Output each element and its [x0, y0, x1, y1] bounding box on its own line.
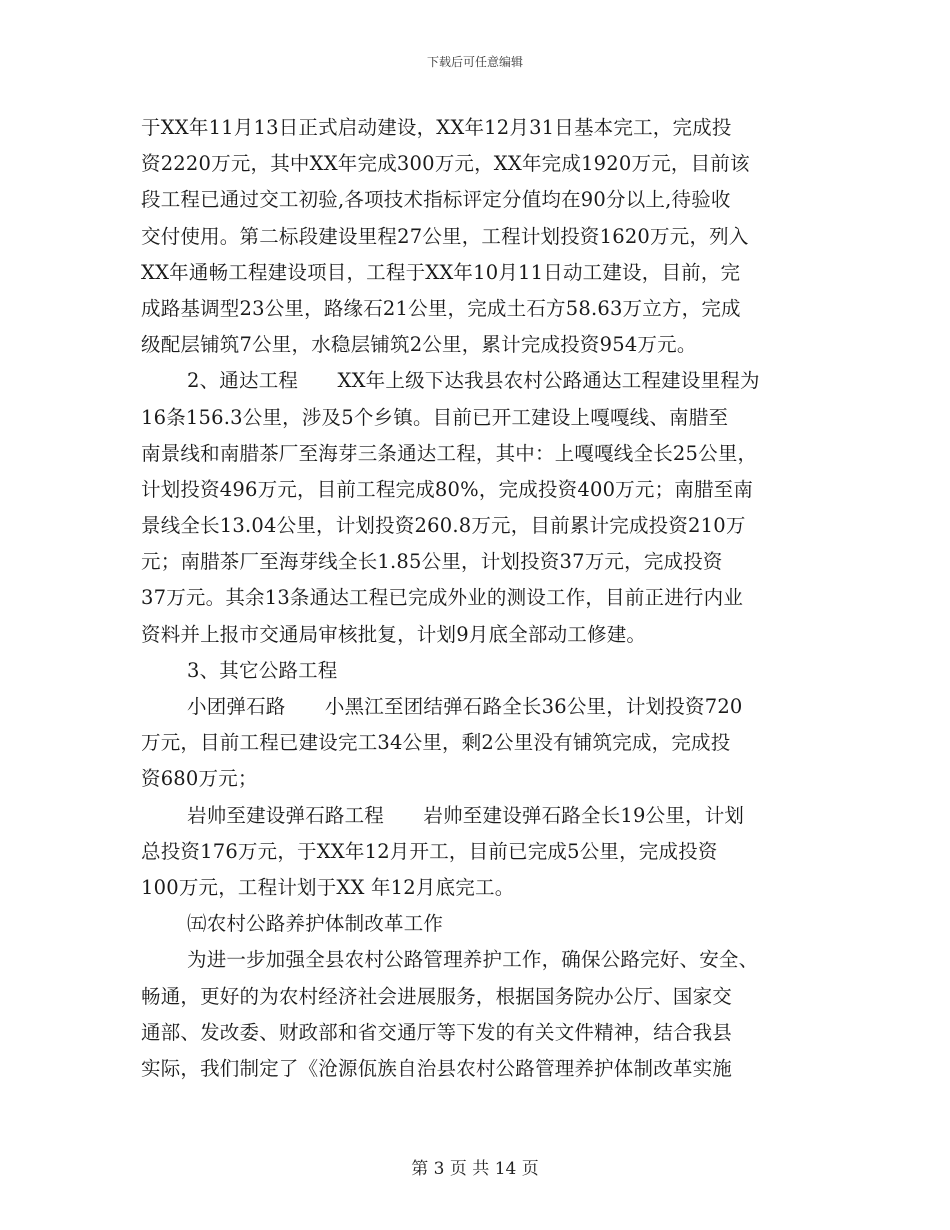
body-line: 南景线和南腊茶厂至海芽三条通达工程，其中：上嘎嘎线全长25公里，: [141, 441, 758, 465]
body-line: 级配层铺筑7公里，水稳层铺筑2公里，累计完成投资954万元。: [141, 333, 697, 357]
body-line: 总投资176万元，于XX年12月开工，目前已完成5公里，完成投资: [141, 839, 718, 863]
body-line: 资料并上报市交通局审核批复，计划9月底全部动工修建。: [141, 622, 647, 646]
body-line: 于XX年11月13日正式启动建设，XX年12月31日基本完工，完成投: [141, 116, 732, 139]
body-line: 100万元，工程计划于XX 年12月底完工。: [141, 875, 515, 899]
page-header: 下载后可任意编辑: [426, 55, 523, 69]
body-line: 小团弹石路 小黑江至团结弹石路全长36公里，计划投资720: [187, 695, 743, 718]
body-line: 万元，目前工程已建设完工34公里，剩2公里没有铺筑完成，完成投: [141, 731, 731, 755]
body-line: 景线全长13.04公里，计划投资260.8万元，目前累计完成投资210万: [141, 514, 746, 538]
body-line: 交付使用。第二标段建设里程27公里，工程计划投资1620万元，列入: [141, 224, 749, 248]
body-line: XX年通畅工程建设项目，工程于XX年10月11日动工建设，目前，完: [141, 260, 741, 284]
body-line: 资680万元；: [141, 767, 258, 791]
body-line: 资2220万元，其中XX年完成300万元，XX年完成1920万元，目前该: [141, 152, 750, 176]
body-line: 37万元。其余13条通达工程已完成外业的测设工作，目前正进行内业: [141, 586, 744, 610]
body-line: 为进一步加强全县农村公路管理养护工作，确保公路完好、安全、: [187, 948, 759, 972]
body-line: ㈤农村公路养护体制改革工作: [187, 912, 444, 936]
body-line: 3、其它公路工程: [187, 658, 338, 682]
body-line: 岩帅至建设弹石路工程 岩帅至建设弹石路全长19公里，计划: [187, 803, 745, 827]
body-line: 2、通达工程 XX年上级下达我县农村公路通达工程建设里程为: [187, 369, 760, 393]
body-line: 通部、发改委、财政部和省交通厅等下发的有关文件精神，结合我县: [141, 1020, 733, 1044]
body-line: 计划投资496万元，目前工程完成80%，完成投资400万元；南腊至南: [141, 477, 754, 501]
body-line: 畅通，更好的为农村经济社会进展服务，根据国务院办公厅、国家交: [141, 984, 733, 1008]
body-line: 元；南腊茶厂至海芽线全长1.85公里，计划投资37万元，完成投资: [141, 550, 723, 574]
body-line: 实际，我们制定了《沧源佤族自治县农村公路管理养护体制改革实施: [141, 1056, 733, 1080]
document-body: [141, 110, 821, 1087]
body-line: 16条156.3公里，涉及5个乡镇。目前已开工建设上嘎嘎线、南腊至: [141, 405, 729, 429]
body-line: 段工程已通过交工初验,各项技术指标评定分值均在90分以上,待验收: [141, 188, 731, 212]
body-line: 成路基调型23公里，路缘石21公里，完成土石方58.63万立方，完成: [141, 296, 741, 320]
page-footer: 第 3 页 共 14 页: [411, 1159, 539, 1179]
